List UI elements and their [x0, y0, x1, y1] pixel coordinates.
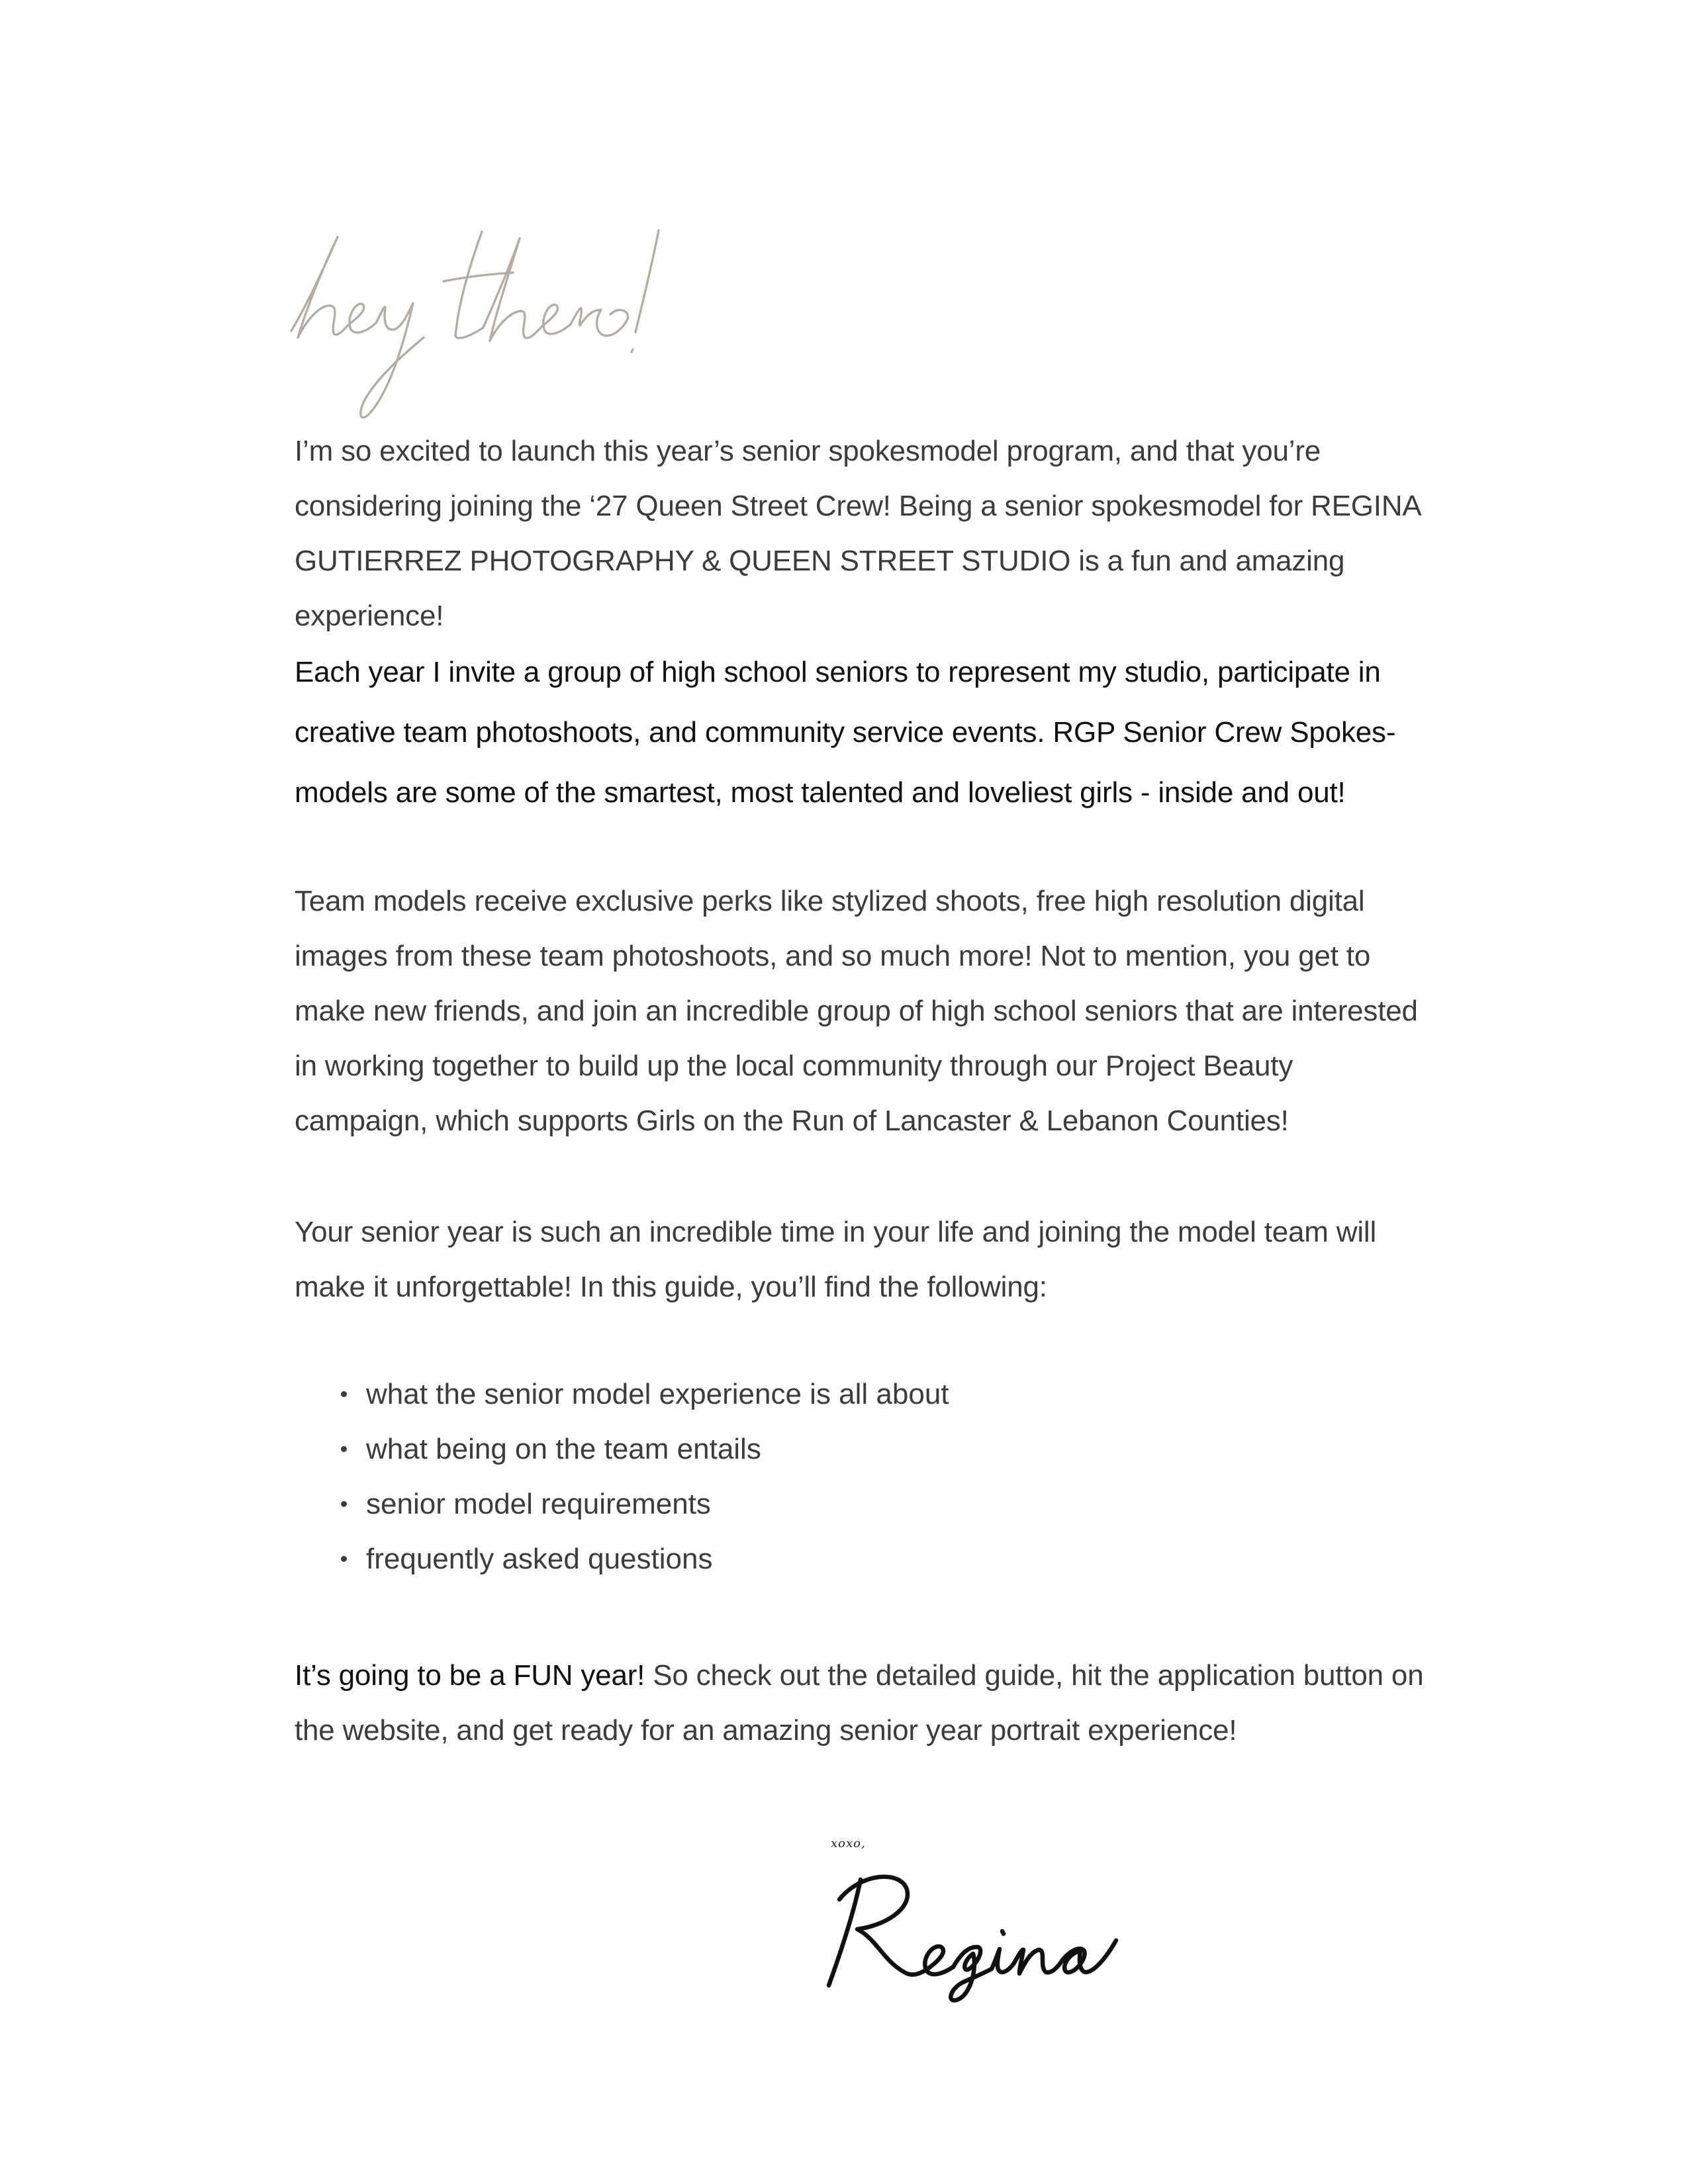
list-item-text: senior model requirements — [366, 1488, 711, 1520]
intro-paragraph — [295, 424, 1433, 643]
list-item — [341, 1422, 1334, 1477]
guide-text: Your senior year is such an incredible time in your life and joining the model team will make it unforgettable! In this guide, you’ll find the following: — [295, 1216, 1377, 1303]
perks-paragraph — [295, 874, 1433, 1148]
signoff-text: xoxo, — [831, 1837, 866, 1850]
bullet-icon — [341, 1391, 347, 1397]
perks-text: Team models receive exclusive perks like stylized shoots, free high resolution digital images from these team photoshoots, and so much more! Not to mention, you get to make new friends, and join an incredible group of high school seniors that are interested in working together to build up the local community through our Project Beauty campaign, which supports Girls on the Run of Lancaster & Lebanon Counties! — [295, 885, 1418, 1137]
list-item-text: what the senior model experience is all about — [366, 1378, 949, 1410]
list-item-text: frequently asked questions — [366, 1543, 713, 1575]
closing-rest-text: So check out the detailed guide, hit the application button on the website, and get ready for an amazing senior year portrait experience! — [295, 1659, 1424, 1747]
guide-list — [341, 1367, 1334, 1586]
invite-paragraph — [295, 642, 1433, 823]
list-item — [341, 1367, 1334, 1422]
guide-paragraph — [295, 1205, 1433, 1314]
signature-image — [821, 1853, 1125, 2005]
bullet-icon — [341, 1446, 347, 1452]
closing-text — [295, 1648, 1433, 1758]
intro-text: I’m so excited to launch this year’s senior spokesmodel program, and that you’re considering joining the ‘27 Queen Street Crew! Being a senior spokesmodel for REGINA GUTIERREZ PHOTOGRAPHY & QUEEN STREET STUDIO is a fun and amazing experience! — [295, 435, 1421, 632]
list-item — [341, 1477, 1334, 1531]
invite-text: Each year I invite a group of high school seniors to represent my studio, participate in creative team photoshoots, and community service events. RGP Senior Crew Spokes-models are some of the smartest, most talented and loveliest girls - inside and out! — [295, 656, 1396, 809]
closing-paragraph — [295, 1648, 1433, 1758]
bullet-icon — [341, 1501, 347, 1507]
list-item-text: what being on the team entails — [366, 1433, 761, 1465]
greeting-heading — [285, 218, 788, 430]
closing-lead-text: It’s going to be a FUN year! — [295, 1659, 645, 1692]
list-item — [341, 1531, 1334, 1586]
bullet-icon — [341, 1556, 347, 1562]
